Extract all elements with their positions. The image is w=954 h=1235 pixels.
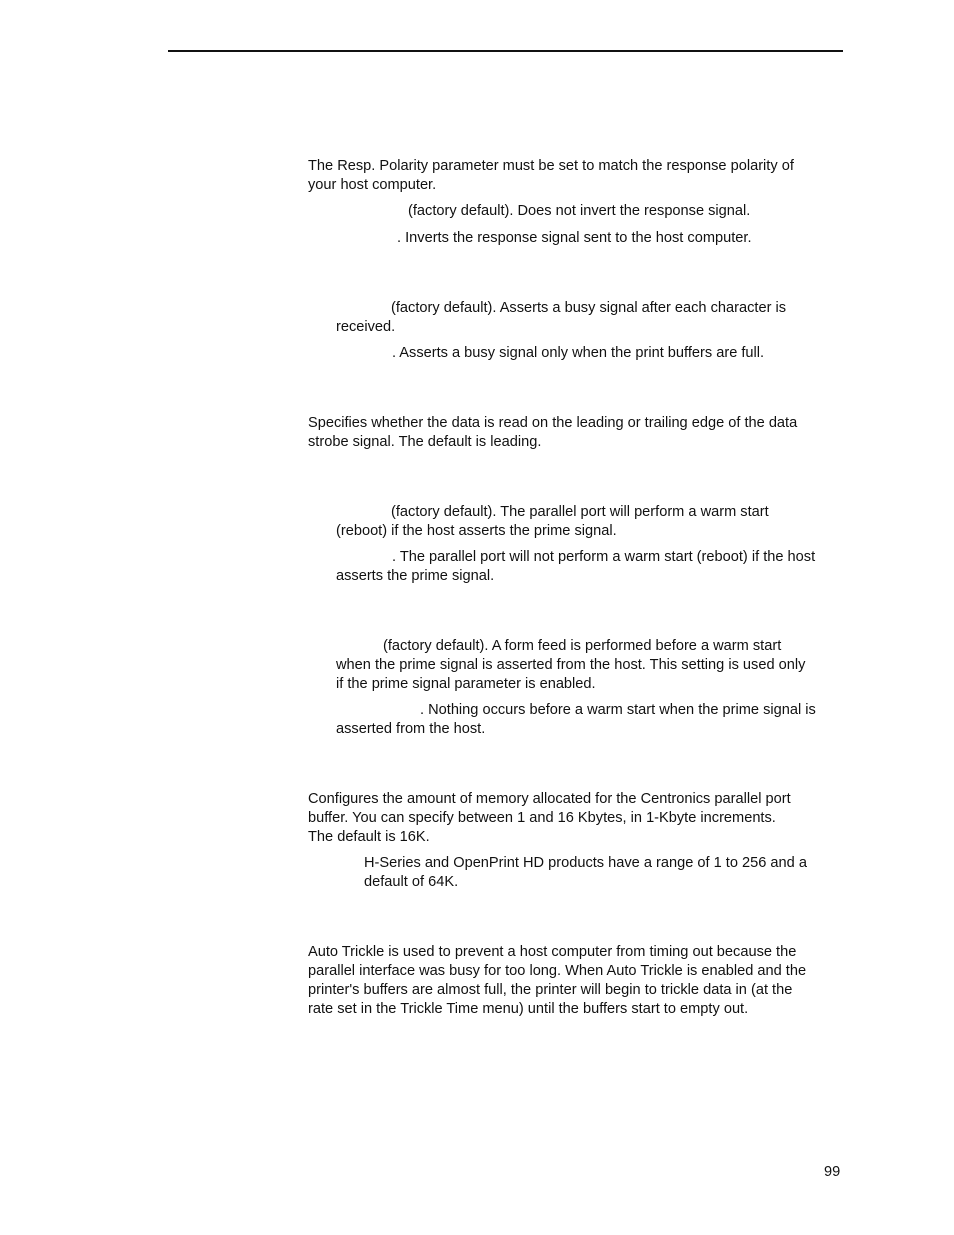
busy-option-2: . Asserts a busy signal only when the print buffers are full. xyxy=(392,345,765,361)
busy-option-1: (factory default). Asserts a busy signal after each character is received. xyxy=(336,300,787,335)
header-rule xyxy=(168,50,843,52)
prime-signal-option-2: . The parallel port will not perform a warm start (reboot) if the host asserts the prime signal. xyxy=(336,549,816,584)
form-feed-option-1: (factory default). A form feed is performed before a warm start when the prime signal is asserted from the host. This setting is used only if the prime signal parameter is enabled. xyxy=(336,638,806,692)
buffer-size-paragraph: Configures the amount of memory allocated for the Centronics parallel port buffer. You can specify between 1 and 16 Kbytes, in 1-Kbyte increments. The default is 16K. xyxy=(308,791,791,845)
resp-polarity-option-1: (factory default). Does not invert the response signal. xyxy=(408,203,751,219)
data-strobe-paragraph: Specifies whether the data is read on the leading or trailing edge of the data strobe signal. The default is leading. xyxy=(308,415,798,450)
page-number: 99 xyxy=(824,1164,841,1180)
prime-signal-option-1: (factory default). The parallel port will perform a warm start (reboot) if the host asserts the prime signal. xyxy=(336,504,769,539)
resp-polarity-paragraph: The Resp. Polarity parameter must be set to match the response polarity of your host computer. xyxy=(308,158,794,193)
resp-polarity-option-2: . Inverts the response signal sent to the host computer. xyxy=(397,230,752,246)
form-feed-option-2: . Nothing occurs before a warm start when the prime signal is asserted from the host. xyxy=(336,702,816,737)
auto-trickle-paragraph: Auto Trickle is used to prevent a host computer from timing out because the parallel interface was busy for too long. When Auto Trickle is enabled and the printer's buffers are almost full, the printer will begin to trickle data in (at the rate set in the Trickle Time menu) until the buffers start to empty out. xyxy=(308,944,807,1017)
buffer-size-note: H-Series and OpenPrint HD products have a range of 1 to 256 and a default of 64K. xyxy=(364,855,807,890)
